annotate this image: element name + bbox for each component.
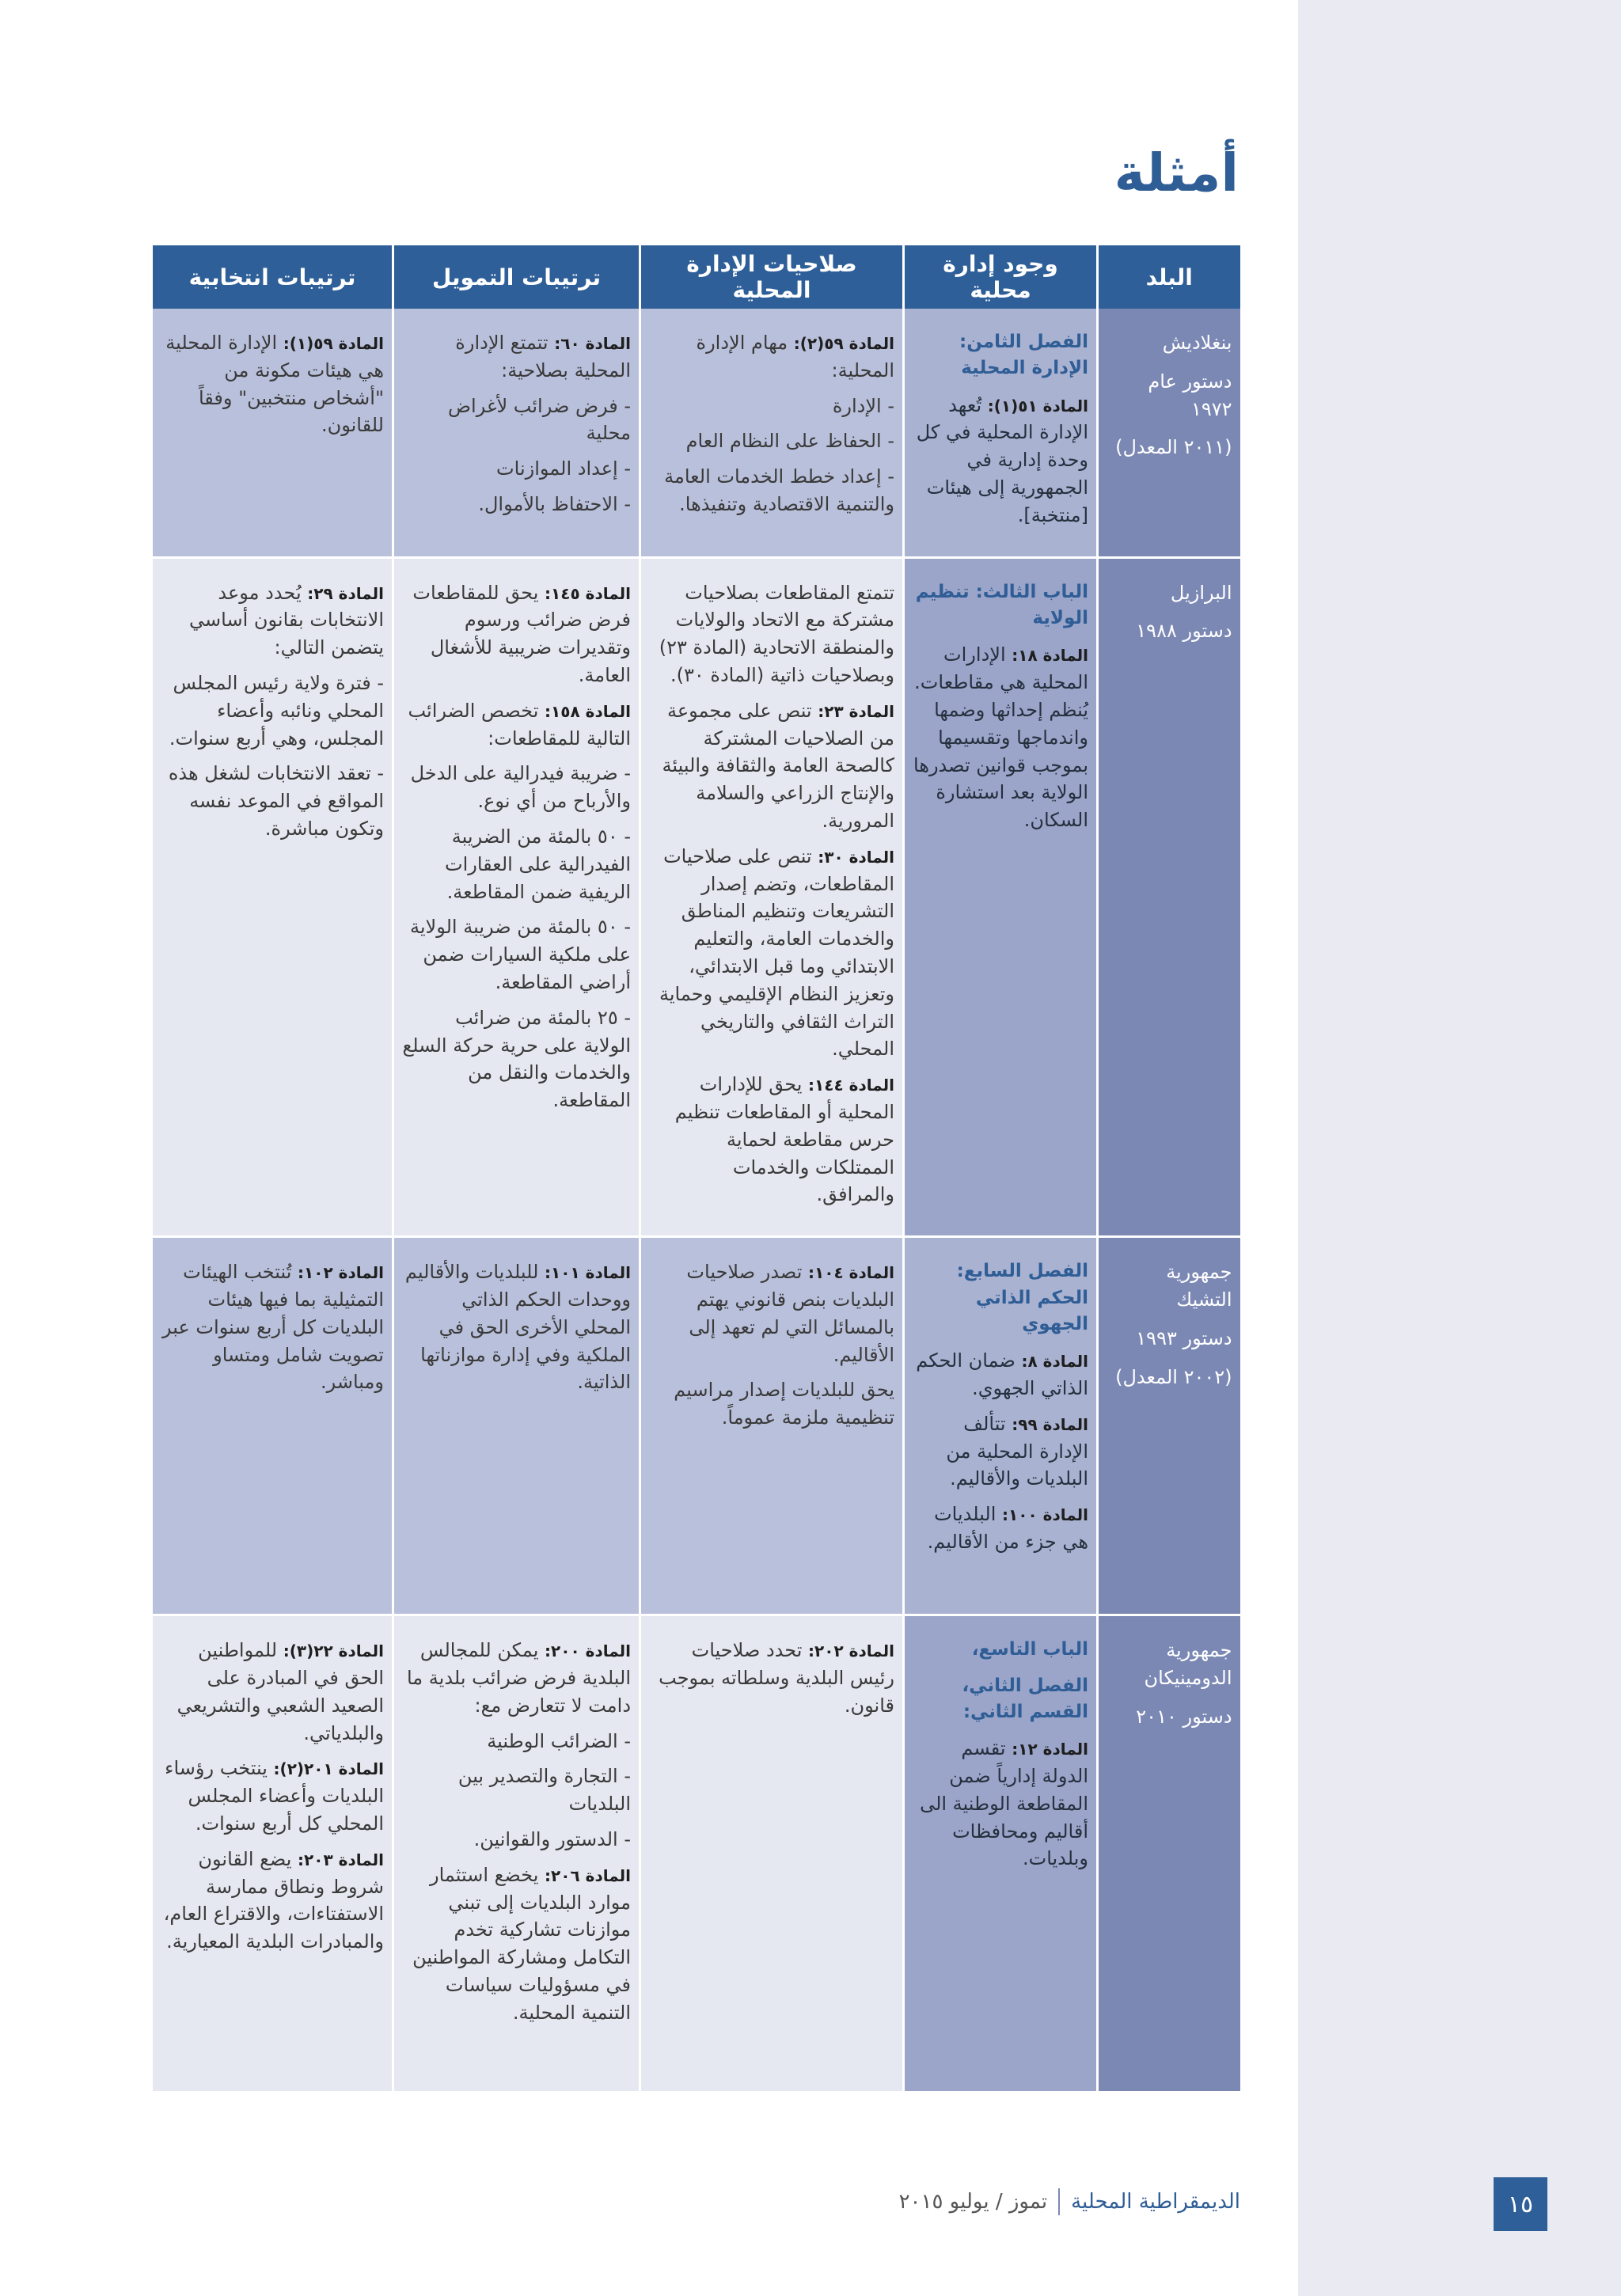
article-paragraph: المادة ١٢: تقسم الدولة إدارياً ضمن المقاطعة الوطنية الى أقاليم ومحافظات وبلديات. bbox=[920, 1737, 1088, 1870]
list-item: - ٥٠ بالمئة من الضريبة الفيدرالية على العقارات الريفية ضمن المقاطعة. bbox=[444, 825, 631, 903]
cell-country bbox=[1098, 1237, 1240, 1615]
table-row bbox=[152, 557, 1240, 1237]
cell-local-admin-powers bbox=[640, 1237, 904, 1615]
article-paragraph: المادة ٢٩: يُحدد موعد الانتخابات بقانون أساسي يتضمن التالي: bbox=[189, 581, 384, 659]
cell-local-admin-powers bbox=[640, 309, 904, 557]
list-item: - ٥٠ بالمئة من ضريبة الولاية على ملكية السيارات ضمن أراضي المقاطعة. bbox=[409, 916, 631, 994]
article-paragraph: المادة ٣٠: تنص على صلاحيات المقاطعات، وتضم إصدار التشريعات وتنظيم المناطق والخدمات العامة، والتعليم الابتدائي وما قبل الابتدائي، وتعزيز النظام الإقليمي وحماية التراث الثقافي والتاريخي المحلي. bbox=[659, 844, 894, 1061]
header-local-admin-existence: وجود إدارة محلية bbox=[904, 245, 1098, 309]
country-amendment: (٢٠١١ المعدل) bbox=[1115, 436, 1232, 459]
article-paragraph: المادة ٨: ضمان الحكم الذاتي الجهوي. bbox=[916, 1349, 1088, 1400]
cell-local-admin-existence bbox=[904, 557, 1098, 1237]
header-electoral: ترتيبات انتخابية bbox=[152, 245, 393, 309]
article-paragraph: المادة ١٤٤: يحق للإدارات المحلية أو المقاطعات تنظيم حرس مقاطعة لحماية الممتلكات والخدمات والمرافق. bbox=[674, 1073, 894, 1206]
list-item: - إعداد خطط الخدمات العامة والتنمية الاقتصادية وتنفيذها. bbox=[664, 465, 894, 515]
article-paragraph: المادة ٢٠٢: تحدد صلاحيات رئيس البلدية وسلطاته بموجب قانون. bbox=[659, 1639, 894, 1717]
table-row bbox=[152, 1237, 1240, 1615]
country-constitution: دستور عام ١٩٧٢ bbox=[1148, 370, 1232, 420]
country-name: البرازيل bbox=[1170, 581, 1232, 604]
page-side-band bbox=[1298, 0, 1621, 2296]
list-item: - الدستور والقوانين. bbox=[473, 1827, 631, 1850]
list-item: - الإدارة bbox=[832, 394, 894, 417]
table-row bbox=[152, 309, 1240, 557]
cell-country bbox=[1098, 557, 1240, 1237]
article-paragraph: المادة ٥١(١): تُعهد الإدارة المحلية في كل وحدة إدارية في الجمهورية إلى هيئات [منتخبة]. bbox=[916, 393, 1088, 526]
country-constitution: دستور ٢٠١٠ bbox=[1136, 1705, 1232, 1728]
list-item: - الحفاظ على النظام العام bbox=[685, 430, 894, 453]
country-amendment: (٢٠٠٢ المعدل) bbox=[1115, 1365, 1232, 1388]
cell-financing bbox=[393, 309, 640, 557]
list-item: - إعداد الموازنات bbox=[496, 457, 631, 480]
cell-electoral bbox=[152, 557, 393, 1237]
chapter-heading: الفصل الثامن: الإدارة المحلية bbox=[959, 332, 1088, 379]
cell-country bbox=[1098, 309, 1240, 557]
article-paragraph: المادة ٢٠١(٢): ينتخب رؤساء البلديات وأعضاء المجلس المحلي كل أربع سنوات. bbox=[165, 1757, 384, 1835]
cell-local-admin-powers bbox=[640, 557, 904, 1237]
country-constitution: دستور ١٩٨٨ bbox=[1136, 620, 1232, 643]
page-number: ١٥ bbox=[1494, 2177, 1547, 2231]
article-paragraph: المادة ١٨: الإدارات المحلية هي مقاطعات. يُنظم إحداثها وضمها واندماجها وتقسيمها بموجب قوانين تصدرها الولاية بعد استشارة السكان. bbox=[913, 643, 1088, 832]
list-item: - الضرائب الوطنية bbox=[487, 1729, 631, 1752]
header-financing: ترتيبات التمويل bbox=[393, 245, 640, 309]
article-paragraph: المادة ١٥٨: تخصص الضرائب التالية للمقاطعات: bbox=[408, 699, 631, 750]
footer-date: تموز / يوليو ٢٠١٥ bbox=[898, 2190, 1048, 2214]
article-paragraph: المادة ١٠٠: البلديات هي جزء من الأقاليم. bbox=[927, 1503, 1088, 1554]
page-title: أمثلة bbox=[1114, 142, 1239, 203]
article-paragraph: المادة ٥٩(١): الإدارة المحلية هي هيئات مكونة من "أشخاص منتخبين" وفقاً للقانون. bbox=[165, 332, 384, 437]
article-paragraph: تتمتع المقاطعات بصلاحيات مشتركة مع الاتحاد والولايات والمنطقة الاتحادية (المادة ٢٣) وبصلاحيات ذاتية (المادة ٣٠). bbox=[659, 581, 894, 687]
article-paragraph: المادة ٦٠: تتمتع الإدارة المحلية بصلاحية: bbox=[455, 332, 631, 381]
country-name: بنغلاديش bbox=[1162, 332, 1232, 354]
article-paragraph: المادة ٢٣: تنص على مجموعة من الصلاحيات المشتركة كالصحة العامة والثقافة والبيئة والإنتاج الزراعي والسلامة المرورية. bbox=[662, 699, 894, 833]
cell-local-admin-existence bbox=[904, 1615, 1098, 2093]
examples-table bbox=[150, 245, 1240, 2093]
article-paragraph: المادة ٥٩(٢): مهام الإدارة المحلية: bbox=[696, 332, 894, 381]
chapter-heading: الباب الثالث: تنظيم الولاية bbox=[915, 581, 1088, 629]
article-paragraph: يحق للبلديات إصدار مراسيم تنظيمية ملزمة عموماً. bbox=[674, 1379, 894, 1429]
list-item: - الاحتفاظ بالأموال. bbox=[478, 492, 631, 515]
cell-local-admin-existence bbox=[904, 309, 1098, 557]
cell-electoral bbox=[152, 1615, 393, 2093]
chapter-heading: الفصل السابع: الحكم الذاتي الجهوي bbox=[956, 1261, 1088, 1334]
article-paragraph: المادة ٢٠٠: يمكن للمجالس البلدية فرض ضرائب بلدية ما دامت لا تتعارض مع: bbox=[406, 1639, 631, 1717]
cell-local-admin-powers bbox=[640, 1615, 904, 2093]
list-item: - ضريبة فيدرالية على الدخل والأرباح من أي نوع. bbox=[410, 762, 631, 813]
cell-country bbox=[1098, 1615, 1240, 2093]
cell-electoral bbox=[152, 1237, 393, 1615]
cell-local-admin-existence bbox=[904, 1237, 1098, 1615]
cell-financing bbox=[393, 557, 640, 1237]
footer-publication: الديمقراطية المحلية bbox=[1071, 2190, 1240, 2214]
list-item: - فترة ولاية رئيس المجلس المحلي ونائبه وأعضاء المجلس، وهي أربع سنوات. bbox=[169, 672, 384, 750]
list-item: - التجارة والتصدير بين البلديات bbox=[457, 1765, 631, 1816]
table-header-row bbox=[152, 245, 1240, 309]
article-paragraph: المادة ٢٠٣: يضع القانون شروط ونطاق ممارسة الاستفتاءات، والاقتراع العام، والمبادرات البلدية المعيارية. bbox=[163, 1847, 384, 1953]
country-name: جمهورية التشيك bbox=[1166, 1261, 1232, 1311]
cell-financing bbox=[393, 1237, 640, 1615]
header-local-admin-powers: صلاحيات الإدارة المحلية bbox=[640, 245, 904, 309]
article-paragraph: المادة ١٤٥: يحق للمقاطعات فرض ضرائب ورسوم وتقديرات ضريبية للأشغال العامة. bbox=[412, 581, 631, 687]
chapter-heading: الفصل الثاني، القسم الثاني: bbox=[962, 1675, 1088, 1722]
cell-electoral bbox=[152, 309, 393, 557]
list-item: - تعقد الانتخابات لشغل هذه المواقع في الموعد نفسه وتكون مباشرة. bbox=[168, 762, 384, 841]
article-paragraph: المادة ٢٢(٣): للمواطنين الحق في المبادرة على الصعيد الشعبي والتشريعي والبلدياتي. bbox=[177, 1639, 384, 1744]
footer-divider bbox=[1058, 2188, 1060, 2215]
country-name: جمهورية الدومينيكان bbox=[1144, 1639, 1232, 1689]
list-item: - ٢٥ بالمئة من ضرائب الولاية على حرية حركة السلع والخدمات والنقل من المقاطعة. bbox=[402, 1006, 631, 1112]
article-paragraph: المادة ٢٠٦: يخضع استثمار موارد البلديات إلى تبني موازنات تشاركية تخدم التكامل ومشاركة المواطنين في مسؤوليات سياسات التنمية المحلية. bbox=[412, 1863, 631, 2024]
article-paragraph: المادة ٩٩: تتألف الإدارة المحلية من البلديات والأقاليم. bbox=[946, 1412, 1088, 1490]
footer bbox=[899, 2188, 1240, 2215]
cell-financing bbox=[393, 1615, 640, 2093]
header-country: البلد bbox=[1098, 245, 1240, 309]
list-item: - فرض ضرائب لأغراض محلية bbox=[448, 394, 631, 445]
table-row bbox=[152, 1615, 1240, 2093]
country-constitution: دستور ١٩٩٣ bbox=[1136, 1326, 1232, 1349]
article-paragraph: المادة ١٠١: للبلديات والأقاليم ووحدات الحكم الذاتي المحلي الأخرى الحق في الملكية وفي إدارة موازناتها الذاتية. bbox=[404, 1261, 631, 1394]
article-paragraph: المادة ١٠٢: تُنتخب الهيئات التمثيلية بما فيها هيئات البلديات كل أربع سنوات عبر تصويت شامل ومتساو ومباشر. bbox=[162, 1261, 384, 1394]
chapter-heading: الباب التاسع، bbox=[971, 1639, 1088, 1660]
article-paragraph: المادة ١٠٤: تصدر صلاحيات البلديات بنص قانوني يهتم بالمسائل التي لم تعهد إلى الأقاليم. bbox=[686, 1261, 894, 1366]
